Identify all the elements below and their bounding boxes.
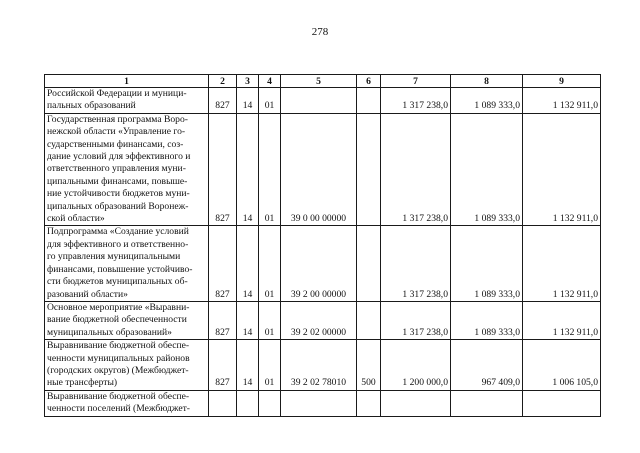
cell-name [45,226,209,301]
name-line: ные трансферты) [47,377,118,389]
page-number: 278 [311,26,329,38]
name-line: муниципальных образований» [47,326,172,338]
name-line: пальных образований [47,100,136,112]
cell-amount-year3: 1 132 911,0 [523,113,601,226]
cell-target-article: 39 2 02 00000 [281,301,357,339]
cell-name [45,113,209,226]
cell-amount-year2 [451,390,523,416]
cell-target-article [281,390,357,416]
column-header: 8 [451,75,523,88]
name-line: ченности поселений (Межбюджет- [47,403,190,415]
cell-amount-year2: 1 089 333,0 [451,301,523,339]
cell-ved: 827 [209,340,237,391]
name-line: Выравнивание бюджетной обеспе- [47,340,190,352]
cell-amount-year2: 1 089 333,0 [451,88,523,114]
name-line: Государственная программа Воро- [47,113,188,125]
name-line: Выравнивание бюджетной обеспе- [47,390,190,402]
cell-subsection: 01 [259,301,281,339]
cell-ved [209,390,237,416]
cell-expense-type: 500 [357,340,381,391]
cell-amount-year2: 1 089 333,0 [451,226,523,301]
cell-section: 14 [237,226,259,301]
name-line: ципальными финансами, повыше- [47,175,188,187]
table-row [45,113,601,226]
name-line: ченности муниципальных районов [47,352,190,364]
cell-expense-type [357,226,381,301]
name-line: сти бюджетов муниципальных об- [47,276,188,288]
name-line: разований области» [47,288,128,300]
cell-expense-type [357,390,381,416]
cell-amount-year1: 1 200 000,0 [381,340,451,391]
cell-amount-year1: 1 317 238,0 [381,113,451,226]
name-line: ответственного управления муни- [47,163,186,175]
column-header: 5 [281,75,357,88]
cell-subsection: 01 [259,340,281,391]
column-header: 6 [357,75,381,88]
cell-name [45,390,209,416]
cell-expense-type [357,113,381,226]
table-row [45,340,601,391]
column-header: 1 [45,75,209,88]
name-line: Российской Федерации и муници- [47,88,187,99]
cell-amount-year2: 967 409,0 [451,340,523,391]
cell-subsection: 01 [259,88,281,114]
cell-name [45,301,209,339]
cell-subsection: 01 [259,226,281,301]
name-line: нежской области «Управление го- [47,126,186,138]
cell-amount-year2: 1 089 333,0 [451,113,523,226]
cell-expense-type [357,88,381,114]
name-line: го управления муниципальными [47,251,181,263]
table-row [45,390,601,416]
cell-section: 14 [237,113,259,226]
cell-name [45,340,209,391]
cell-ved: 827 [209,88,237,114]
cell-ved: 827 [209,301,237,339]
table-row [45,301,601,339]
table-row [45,88,601,114]
name-line: сударственными финансами, соз- [47,138,184,150]
cell-section [237,390,259,416]
column-header: 4 [259,75,281,88]
cell-amount-year1: 1 317 238,0 [381,301,451,339]
budget-table [44,74,601,417]
table-body [45,88,601,417]
header-row [45,75,601,88]
cell-section: 14 [237,301,259,339]
cell-amount-year3: 1 132 911,0 [523,226,601,301]
cell-target-article [281,88,357,114]
name-line: дание условий для эффективного и [47,151,191,163]
cell-target-article: 39 2 02 78010 [281,340,357,391]
table-row [45,226,601,301]
name-line: ние устойчивости бюджетов муни- [47,188,190,200]
name-line: (городских округов) (Межбюджет- [47,364,189,376]
cell-amount-year1: 1 317 238,0 [381,88,451,114]
name-line: ципальных образований Воронеж- [47,200,189,212]
name-line: вание бюджетной обеспеченности [47,314,187,326]
column-header: 3 [237,75,259,88]
cell-amount-year1 [381,390,451,416]
cell-ved: 827 [209,226,237,301]
cell-section: 14 [237,88,259,114]
cell-amount-year1: 1 317 238,0 [381,226,451,301]
name-line: Основное мероприятие «Выравни- [47,301,190,313]
cell-amount-year3: 1 132 911,0 [523,88,601,114]
column-header: 9 [523,75,601,88]
cell-section: 14 [237,340,259,391]
cell-target-article: 39 2 00 00000 [281,226,357,301]
cell-amount-year3: 1 132 911,0 [523,301,601,339]
column-header: 2 [209,75,237,88]
column-header: 7 [381,75,451,88]
cell-amount-year3: 1 006 105,0 [523,340,601,391]
cell-ved: 827 [209,113,237,226]
name-line: Подпрограмма «Создание условий [47,226,189,238]
cell-target-article: 39 0 00 00000 [281,113,357,226]
cell-subsection: 01 [259,113,281,226]
cell-name [45,88,209,114]
name-line: ской области» [47,213,105,225]
name-line: финансами, повышение устойчиво- [47,263,193,275]
name-line: для эффективного и ответственно- [47,238,189,250]
cell-amount-year3 [523,390,601,416]
cell-expense-type [357,301,381,339]
cell-subsection [259,390,281,416]
